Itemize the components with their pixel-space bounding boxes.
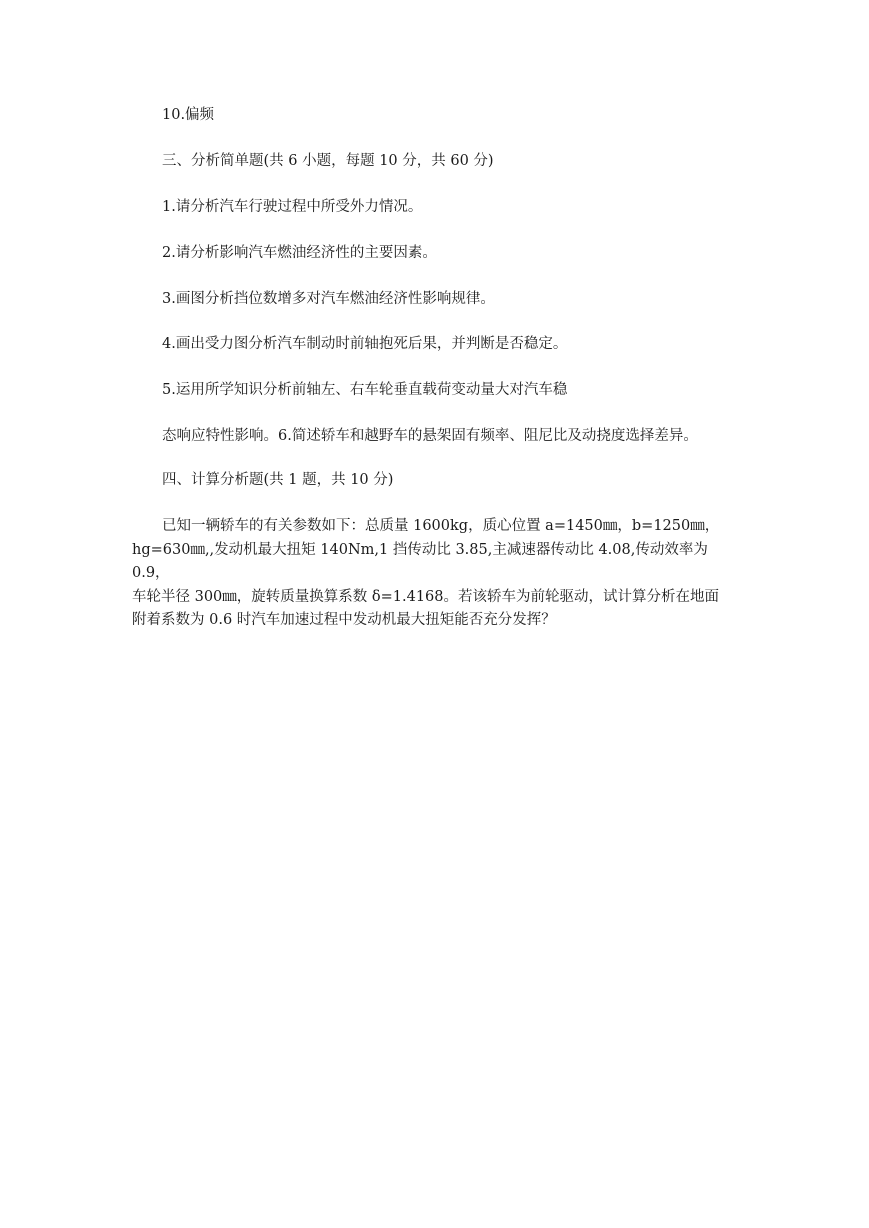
section-heading-analysis: 三、分析简单题(共 6 小题，每题 10 分，共 60 分) [162, 153, 494, 169]
question-item-2: 2.请分析影响汽车燃油经济性的主要因素。 [162, 245, 437, 261]
question-item-1: 1.请分析汽车行驶过程中所受外力情况。 [162, 199, 423, 215]
problem-line-2: hg=630㎜,,发动机最大扭矩 140Nm,1 挡传动比 3.85,主减速器传动比 4.08,传动效率为 0.9， [132, 541, 708, 581]
problem-line-1: 已知一辆轿车的有关参数如下：总质量 1600kg，质心位置 a=1450㎜，b=1250㎜， [162, 518, 720, 534]
problem-line-3: 车轮半径 300㎜，旋转质量换算系数 δ=1.4168。若该轿车为前轮驱动，试计算分析在地面 [132, 588, 720, 605]
question-item-5-continued: 态响应特性影响。6.简述轿车和越野车的悬架固有频率、阻尼比及动挠度选择差异。 [162, 428, 698, 444]
term-item-10: 10.偏频 [162, 107, 215, 123]
section-heading-calculation: 四、计算分析题(共 1 题，共 10 分) [162, 472, 394, 488]
question-item-5: 5.运用所学知识分析前轴左、右车轮垂直载荷变动量大对汽车稳 [162, 382, 568, 398]
problem-line-4: 附着系数为 0.6 时汽车加速过程中发动机最大扭矩能否充分发挥？ [132, 612, 556, 628]
question-item-4: 4.画出受力图分析汽车制动时前轴抱死后果，并判断是否稳定。 [162, 336, 568, 352]
calculation-problem [132, 515, 744, 633]
question-item-3: 3.画图分析挡位数增多对汽车燃油经济性影响规律。 [162, 291, 495, 307]
